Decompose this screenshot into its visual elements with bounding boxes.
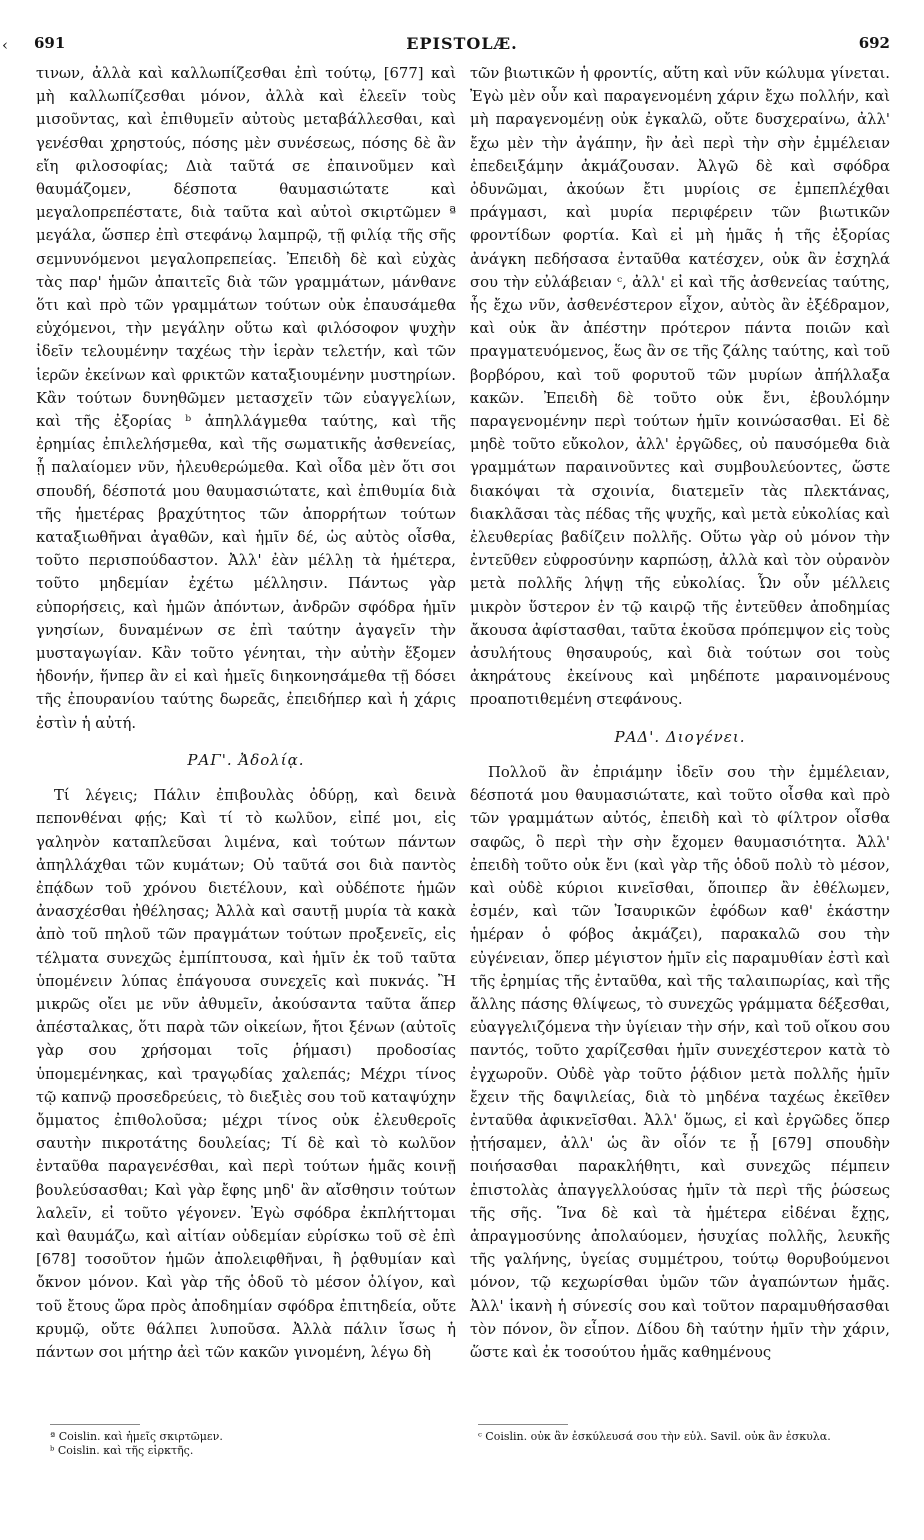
right-column: [470, 62, 890, 1364]
binding-mark: ‹: [2, 36, 8, 54]
footnote-rule-right: [478, 1424, 568, 1425]
left-paragraph-2: Τί λέγεις; Πάλιν ἐπιβουλὰς ὀδύρῃ, καὶ δεινὰ πεπονθέναι φῄς; Καὶ τί τὸ κωλῦον, εἰπέ μοι, εἰς γαληνὸν καταπλεῦσαι λιμένα, καὶ τούτων πάντων ἀπηλλάχθαι τῶν κυμάτων; Οὐ ταῦτά σοι διὰ παντὸς ἐπᾴδων τοῦ χρόνου διετέλουν, καὶ οὐδέποτε ἡμῶν ἀνασχέσθαι ἠθέλησας; Ἀλλὰ καὶ σαυτῇ μυρία τὰ κακὰ ἀπὸ τοῦ πηλοῦ τῶν πραγμάτων τούτων προξενεῖς, εἰς τέλματα συνεχῶς ἐμπίπτουσα, καὶ ἡμῖν ἐκ τοῦ ταῦτα ὑπομένειν λύπας ἐπάγουσα συνεχεῖς καὶ πυκνάς. Ἢ μικρῶς οἴει με νῦν ἀθυμεῖν, ἀκούσαντα ταῦτα ἅπερ ἀπέσταλκας, ὅτι παρὰ τῶν οἰκείων, ἤτοι ξένων (αὐτοῖς γὰρ σου χρήσομαι τοῖς ῥήμασι) προδοσίας ὑπομεμένηκας, καὶ τραγῳδίας χαλεπάς; Μέχρι τίνος τῷ καπνῷ προσεδρεύεις, τὸ διεξιὲς σου τοῦ καταψύχην ὄμματος ἐπιθολοῦσα; μέχρι τίνος οὐκ ἐλευθεροῖς σαυτὴν πικροτάτης δουλείας; Τί δὲ καὶ τὸ κωλῦον ἐνταῦθα παραγενέσθαι, καὶ περὶ τούτων ἡμᾶς κοινῇ βουλεύσασθαι; Καὶ γὰρ ἔφης μηδ' ἂν αἴσθησιν τούτων λαλεῖν, εἰ τοῦτο γέγονεν. Ἐγὼ σφόδρα ἐκπλήττομαι καὶ θαυμάζω, καὶ αἰτίαν οὐδεμίαν εὑρίσκω τοῦ σὲ ἐπὶ [678] τοσοῦτον ἡμῶν ἀπολειφθῆναι, ἢ ῥᾳθυμίαν καὶ ὄκνον μόνον. Καὶ γὰρ τῆς ὁδοῦ τὸ μέσον ὀλίγον, καὶ τοῦ ἔτους ὥρα πρὸς ἀποδημίαν σφόδρα ἐπιτηδεία, οὔτε κρυμῷ, οὔτε θάλπει λυποῦσα. Ἀλλὰ πάλιν ἴσως ἡ πάντων σοι μήτηρ ἀεὶ τῶν κακῶν γινομένη, λέγω δὴ: [36, 787, 456, 1361]
letter-heading-diogenes: ΡΑΔ'. Διογένει.: [614, 727, 746, 746]
running-title: EPISTOLÆ.: [406, 34, 518, 53]
left-column: [36, 62, 456, 1364]
letter-heading-adolia: ΡΑΓ'. Ἀδολίᾳ.: [187, 750, 305, 769]
footnote-b: ᵇ Coislin. καὶ τῆς εἱρκτῆς.: [50, 1444, 194, 1457]
footnotes-left: [50, 1430, 450, 1458]
page-number-right: 692: [858, 34, 890, 52]
left-paragraph-1: τινων, ἀλλὰ καὶ καλλωπίζεσθαι ἐπὶ τούτῳ, [677] καὶ μὴ καλλωπίζεσθαι μόνον, ἀλλὰ καὶ ἐλεεῖν τοὺς μισοῦντας, καὶ ἐπιθυμεῖν αὐτοὺς μεταβάλλεσθαι, καὶ γενέσθαι χρηστούς, πόσης μὲν συνέσεως, πόσης δὲ ἂν εἴη φιλοσοφίας; Διὰ ταῦτά σε ἐπαινοῦμεν καὶ θαυμάζομεν, δέσποτα θαυμασιώτατε καὶ μεγαλοπρεπέστατε, διὰ ταῦτα καὶ αὐτοὶ σκιρτῶμεν ª μεγάλα, ὥσπερ ἐπὶ στεφάνῳ λαμπρῷ, τῇ φιλίᾳ τῆς σῆς σεμνυνόμενοι μεγαλοπρεπείας. Ἐπειδὴ δὲ καὶ εὐχὰς τὰς παρ' ἡμῶν ἀπαιτεῖς διὰ τῶν γραμμάτων, μάνθανε ὅτι καὶ πρὸ τῶν γραμμάτων τούτων οὐκ ἐπαυσάμεθα εὐχόμενοι, τὴν μεγάλην οὕτω καὶ φιλόσοφον ψυχὴν ἰδεῖν τελουμένην ταχέως τὴν ἱερὰν τελετήν, καὶ τῶν ἱερῶν ἐκείνων καὶ φρικτῶν καταξιουμένην μυστηρίων. Κἂν τούτων δυνηθῶμεν μετασχεῖν τῶν εὐαγγελίων, καὶ τῆς ἐξορίας ᵇ ἀπηλλάγμεθα ταύτης, καὶ τῆς ἐρημίας ἐπιλελήσμεθα, καὶ τῆς σωματικῆς ἀσθενείας, ᾗ παλαίομεν νῦν, ἠλευθερώμεθα. Καὶ οἶδα μὲν ὅτι σοι σπουδή, δέσποτά μου θαυμασιώτατε, καὶ ἐπιθυμία διὰ τῆς ἡμετέρας βραχύτητος τῶν ἀπορρήτων τούτων καταξιωθῆναι ἀγαθῶν, καὶ ἡμῖν δέ, ὡς αὐτὸς οἶσθα, τοῦτο περισπούδαστον. Ἀλλ' ἐὰν μέλλῃ τὰ ἡμέτερα, τοῦτο μηδεμίαν ἐχέτω μέλλησιν. Πάντως γὰρ εὐπορήσεις, καὶ ἡμῶν ἀπόντων, ἀνδρῶν σφόδρα ἡμῖν γνησίων, δυναμένων σε ἐπὶ ταύτην ἀγαγεῖν τὴν μυσταγωγίαν. Κἂν τοῦτο γένηται, τὴν αὐτὴν ἕξομεν ἡδονήν, ἥνπερ ἂν εἰ καὶ ἡμεῖς διηκονησάμεθα τῇ δόσει τῆς ἐπουρανίου ταύτης δωρεᾶς, ἐπειδήπερ καὶ ἡ χάρις ἐστὶν ἡ αὐτή.: [36, 65, 456, 732]
page-header: [20, 34, 904, 58]
right-paragraph-1: τῶν βιωτικῶν ἡ φροντίς, αὕτη καὶ νῦν κώλυμα γίνεται. Ἐγὼ μὲν οὖν καὶ παραγενομένη χάριν ἔχω πολλήν, καὶ μὴ παραγενομένῃ οὐκ ἐγκαλῶ, οὔτε δυσχεραίνω, ἀλλ' ἔχω μὲν τὴν ἀγάπην, ἣν ἀεὶ περὶ τὴν σὴν ἐμμέλειαν ἐπεδειξάμην ἀκμάζουσαν. Ἀλγῶ δὲ καὶ σφόδρα ὀδυνῶμαι, ἀκούων ἔτι μυρίοις σε ἐμπεπλέχθαι πράγμασι, καὶ μυρία περιφέρειν τῶν βιωτικῶν φροντίδων φορτία. Καὶ εἰ μὴ ἡμᾶς ἡ τῆς ἐξορίας ἀνάγκη πεδήσασα ἐνταῦθα κατέσχεν, οὐκ ἂν ἐσχηλά σου τὴν εὐλάβειαν ᶜ, ἀλλ' εἰ καὶ τῆς ἀσθενείας ταύτης, ἧς ἔχω νῦν, ἀσθενέστερον εἶχον, αὐτὸς ἂν ἐξέδραμον, καὶ οὐκ ἂν ἀπέστην πρότερον πάντα ποιῶν καὶ πραγματευόμενος, ἕως ἂν σε τῆς ζάλης ταύτης, καὶ τοῦ βορβόρου, καὶ τοῦ φορυτοῦ τῶν μυρίων ἀπήλλαξα κακῶν. Ἐπειδὴ δὲ τοῦτο οὐκ ἔνι, ἐβουλόμην παραγενομένην περὶ τούτων ἡμῖν κοινώσασθαι. Εἰ δὲ μηδὲ τοῦτο εὔκολον, ἀλλ' ἐργῶδες, οὐ παυσόμεθα διὰ γραμμάτων παραινοῦντες καὶ συμβουλεύοντες, ὥστε διακόψαι τὰ σχοινία, διατεμεῖν τὰς πλεκτάνας, διακλᾶσαι τὰς πέδας τῆς ψυχῆς, καὶ μετὰ εὐκολίας καὶ ἐλευθερίας βαδίζειν πολλῆς. Οὕτω γὰρ οὐ μόνον τὴν ἐντεῦθεν εὐφροσύνην καρπώσῃ, ἀλλὰ καὶ τὸν οὐρανὸν μετὰ πολλῆς λήψῃ τῆς εὐκολίας. Ὧν οὖν μέλλεις μικρὸν ὕστερον ἐν τῷ καιρῷ τῆς ἐντεῦθεν ἀποδημίας ἄκουσα ἀφίστασθαι, ταῦτα ἑκοῦσα πρόπεμψον εἰς τοὺς ἀσυλήτους θησαυρούς, καὶ διὰ τούτων σοι τοὺς ἀκηράτους ἐκείνους καὶ μηδέποτε μαραινομένους προαποτιθεμένη στεφάνους.: [470, 65, 890, 709]
footnote-rule-left: [50, 1424, 140, 1425]
page-number-left: 691: [34, 34, 66, 52]
footnotes-right: [478, 1430, 878, 1444]
footnote-a: ª Coislin. καὶ ἡμεῖς σκιρτῶμεν.: [50, 1430, 223, 1443]
right-paragraph-2: Πολλοῦ ἂν ἐπριάμην ἰδεῖν σου τὴν ἐμμέλειαν, δέσποτά μου θαυμασιώτατε, καὶ τοῦτο οἶσθα καὶ πρὸ τῶν γραμμάτων αὐτός, ἐπειδὴ καὶ τὸ φίλτρον οἶσθα σαφῶς, ὃ περὶ τὴν σὴν ἔχομεν θαυμασιότητα. Ἀλλ' ἐπειδὴ τοῦτο οὐκ ἔνι (καὶ γὰρ τῆς ὁδοῦ πολὺ τὸ μέσον, καὶ οὐδὲ κύριοι κινεῖσθαι, ὅποιπερ ἂν ἐθέλωμεν, ἐσμέν, καὶ τῶν Ἰσαυρικῶν ἐφόδων καθ' ἑκάστην ἡμέραν ὁ φόβος ἀκμάζει), παρακαλῶ σου τὴν εὐγένειαν, ὅπερ μέγιστον ἡμῖν εἰς παραμυθίαν ἐστὶ καὶ τῆς ἐρημίας τῆς ἐνταῦθα, καὶ τῆς ταλαιπωρίας, καὶ τῆς ἄλλης πάσης θλίψεως, τὸ συνεχῶς γράμματα δέξεσθαι, εὐαγγελιζόμενα τὴν ὑγίειαν τὴν σήν, καὶ τοῦ οἴκου σου παντός, τοῦτο χαρίζεσθαι ἡμῖν συνεχέστερον κατὰ τὸ ἐγχωροῦν. Οὐδὲ γὰρ τοῦτο ῥᾴδιον μετὰ πολλῆς ἡμῖν ἔχειν τῆς δαψιλείας, διὰ τὸ μηδένα ταχέως ἐκεῖθεν ἐνταῦθα ἀφικνεῖσθαι. Ἀλλ' ὅμως, εἰ καὶ ἐργῶδες ὅπερ ᾐτήσαμεν, ἀλλ' ὡς ἂν οἷόν τε ᾖ [679] σπουδὴν ποιήσασθαι παρακλήθητι, καὶ συνεχῶς πέμπειν ἐπιστολὰς ἀπαγγελλούσας ἡμῖν τὰ περὶ τῆς ῥώσεως τῆς σῆς. Ἵνα δὲ καὶ τὰ ἡμέτερα εἰδέναι ἔχῃς, ἀπραγμοσύνης ἀπολαύομεν, ἡσυχίας πολλῆς, λευκῆς τῆς γαλήνης, ὑγείας συμμέτρου, τούτῳ θορυβούμενοι μόνον, τῷ κεχωρίσθαι ὑμῶν τῶν ἀγαπώντων ἡμᾶς. Ἀλλ' ἱκανὴ ἡ σύνεσίς σου καὶ τοῦτον παραμυθήσασθαι τὸν πόνον, ὃν εἶπον. Δίδου δὴ ταύτην ἡμῖν τὴν χάριν, ὥστε καὶ ἐκ τοσούτου ἡμᾶς καθημένους: [470, 763, 890, 1361]
footnote-c: ᶜ Coislin. οὐκ ἂν ἐσκύλευσά σου τὴν εὐλ. Savil. οὐκ ἂν ἐσκυλα.: [478, 1430, 831, 1443]
